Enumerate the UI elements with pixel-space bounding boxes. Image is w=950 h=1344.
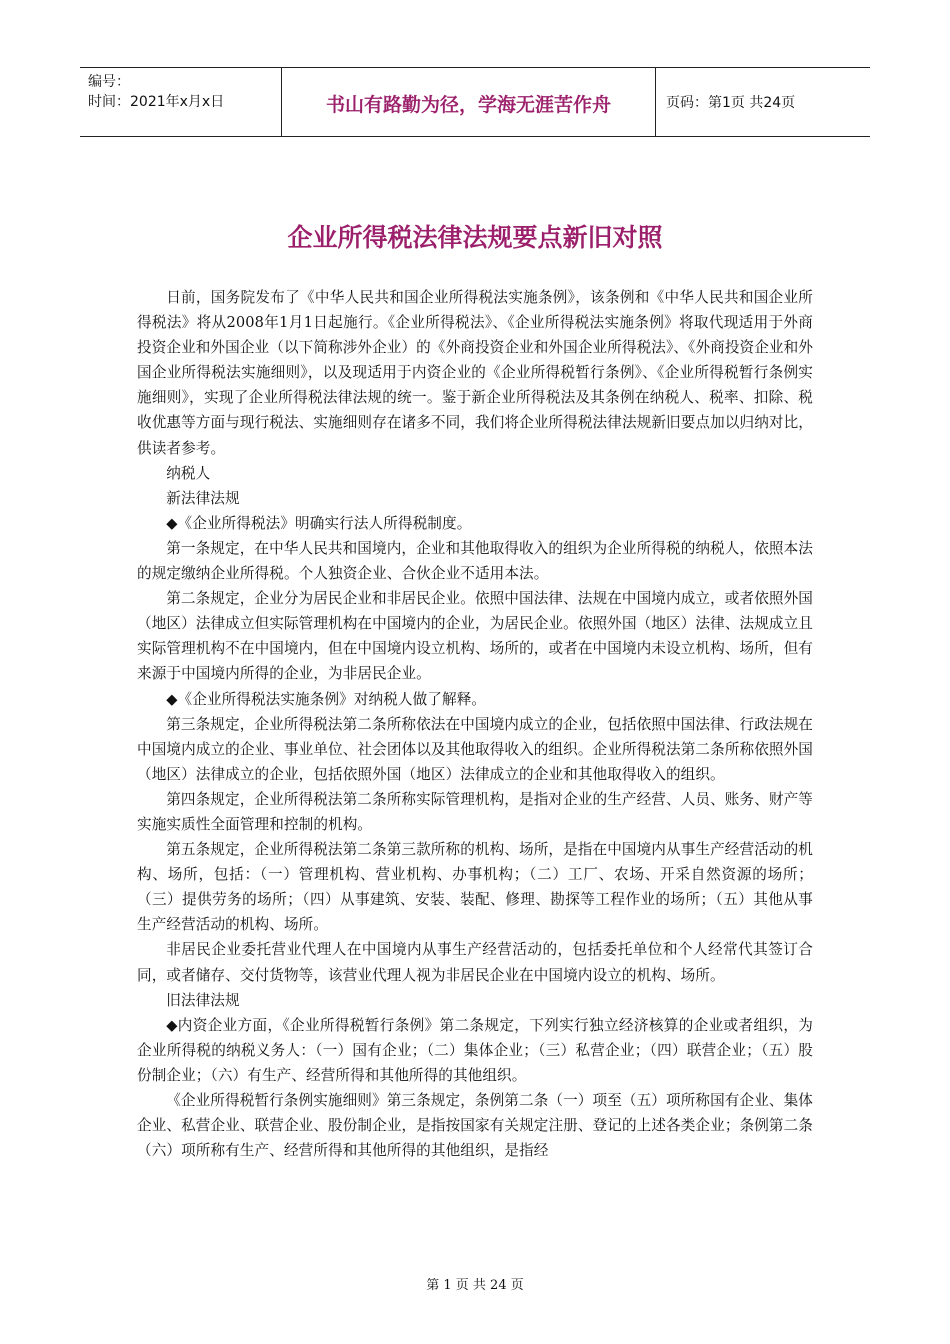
document-body — [137, 285, 813, 1163]
header-divider — [655, 68, 656, 136]
paragraph: 第一条规定，在中华人民共和国境内，企业和其他取得收入的组织为企业所得税的纳税人，依照本法的规定缴纳企业所得税。个人独资企业、合伙企业不适用本法。 — [137, 539, 813, 583]
header-page-number: 页码：第1页 共24页 — [666, 95, 796, 111]
page-header — [80, 67, 870, 137]
paragraph: 日前，国务院发布了《中华人民共和国企业所得税法实施条例》，该条例和《中华人民共和国企业所得税法》将从2008年1月1日起施行。《企业所得税法》、《企业所得税法实施条例》将取代现适用于外商投资企业和外国企业（以下简称涉外企业）的《外商投资企业和外国企业所得税法》、《外商投资企业和外国企业所得税法实施细则》，以及现适用于内资企业的《企业所得税暂行条例》、《企业所得税暂行条例实施细则》，实现了企业所得税法律法规的统一。鉴于新企业所得税法及其条例在纳税人、税率、扣除、税收优惠等方面与现行税法、实施细则存在诸多不同，我们将企业所得税法律法规新旧要点加以归纳对比，供读者参考。 — [137, 289, 814, 457]
header-info — [88, 72, 224, 112]
subsection-heading: 新法律法规 — [166, 489, 240, 507]
document-title: 企业所得税法律法规要点新旧对照 — [287, 223, 663, 252]
paragraph: 非居民企业委托营业代理人在中国境内从事生产经营活动的，包括委托单位和个人经常代其签订合同，或者储存、交付货物等，该营业代理人视为非居民企业在中国境内设立的机构、场所。 — [137, 941, 813, 984]
paragraph: 第四条规定，企业所得税法第二条所称实际管理机构，是指对企业的生产经营、人员、账务、财产等实施实质性全面管理和控制的机构。 — [137, 790, 813, 833]
section-heading: 纳税人 — [166, 464, 211, 482]
page-footer: 第 1 页 共 24 页 — [426, 1278, 524, 1293]
paragraph: 第三条规定，企业所得税法第二条所称依法在中国境内成立的企业，包括依照中国法律、行政法规在中国境内成立的企业、事业单位、社会团体以及其他取得收入的组织。企业所得税法第二条所称依照外国（地区）法律成立的企业，包括依照外国（地区）法律成立的企业和其他取得收入的组织。 — [137, 715, 813, 783]
header-motto: 书山有路勤为径，学海无涯苦作舟 — [325, 94, 611, 116]
paragraph: ◆《企业所得税法》明确实行法人所得税制度。 — [166, 514, 472, 532]
paragraph: 《企业所得税暂行条例实施细则》第三条规定，条例第二条（一）项至（五）项所称国有企业、集体企业、私营企业、联营企业、股份制企业，是指按国家有关规定注册、登记的上述各类企业；条例第二条（六）项所称有生产、经营所得和其他所得的其他组织，是指经 — [137, 1092, 813, 1160]
date-label: 时间：2021年x月x日 — [88, 94, 225, 110]
subsection-heading: 旧法律法规 — [166, 991, 240, 1009]
paragraph: ◆内资企业方面，《企业所得税暂行条例》第二条规定，下列实行独立经济核算的企业或者组织，为企业所得税的纳税义务人：（一）国有企业；（二）集体企业；（三）私营企业；（四）联营企业；（五）股份制企业；（六）有生产、经营所得和其他所得的其他组织。 — [137, 1016, 813, 1084]
paragraph: ◆《企业所得税法实施条例》对纳税人做了解释。 — [166, 690, 487, 708]
paragraph: 第五条规定，企业所得税法第二条第三款所称的机构、场所，是指在中国境内从事生产经营活动的机构、场所，包括：（一）管理机构、营业机构、办事机构；（二）工厂、农场、开采自然资源的场所；（三）提供劳务的场所；（四）从事建筑、安装、装配、修理、勘探等工程作业的场所；（五）其他从事生产经营活动的机构、场所。 — [137, 841, 813, 934]
number-label: 编号： — [88, 74, 130, 90]
paragraph: 第二条规定，企业分为居民企业和非居民企业。依照中国法律、法规在中国境内成立，或者依照外国（地区）法律成立但实际管理机构在中国境内的企业，为居民企业。依照外国（地区）法律、法规成立且实际管理机构不在中国境内，但在中国境内设立机构、场所的，或者在中国境内未设立机构、场所，但有来源于中国境内所得的企业，为非居民企业。 — [137, 590, 813, 683]
